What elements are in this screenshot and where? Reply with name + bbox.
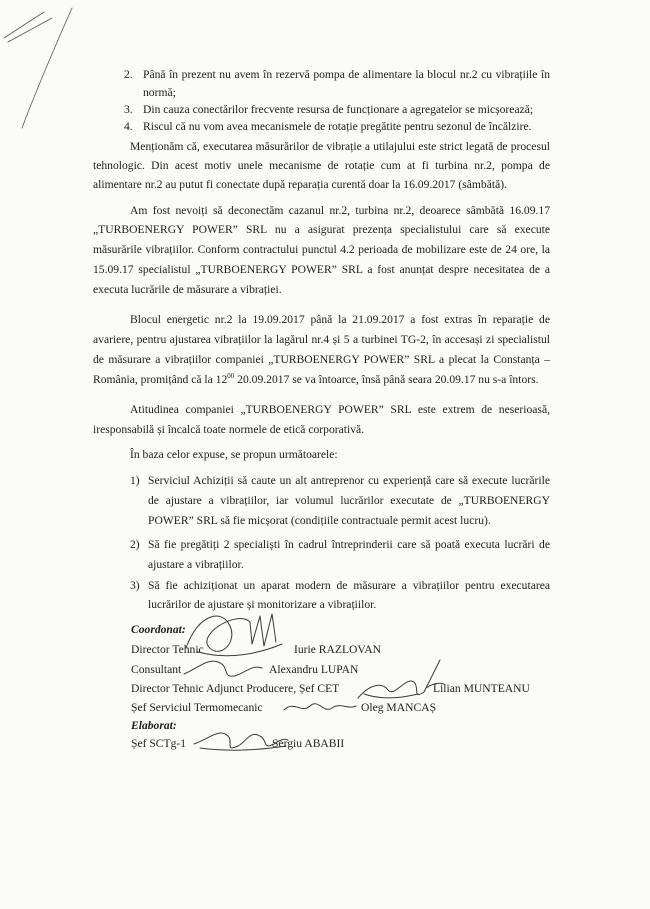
elaborated-name: Sergiu ABABII bbox=[272, 737, 345, 750]
numbered-item-2-line-1: Până în prezent nu avem în rezervă pompa de alimentare la blocul nr.2 cu vibrațiile în bbox=[143, 68, 550, 81]
paragraph-3-line-1: Blocul energetic nr.2 la 19.09.2017 până la 21.09.2017 a fost extras în reparație de bbox=[130, 313, 550, 326]
paragraph-2-line-4: 15.09.17 specialistul „TURBOENERGY POWER” SRL a fost anunțat despre necesitatea de a bbox=[93, 263, 550, 276]
proposal-2-line-2: ajustare a vibrațiilor. bbox=[148, 558, 244, 571]
numbered-item-2-line-2: normă; bbox=[143, 86, 176, 99]
proposals-intro: În baza celor expuse, se propun următoarele: bbox=[130, 448, 338, 461]
coordinator-1-role: Director Tehnic bbox=[131, 643, 204, 656]
elaborated-role: Șef SCTg-1 bbox=[131, 737, 187, 750]
signature-elaborated bbox=[190, 722, 290, 756]
signature-consultant bbox=[178, 648, 268, 684]
proposal-1-line-3: POWER” SRL să fie micșorat (condițiile contractuale permit acest lucru). bbox=[148, 514, 491, 527]
paragraph-2-line-1: Am fost nevoiți să deconectăm cazanul nr.2, turbina nr.2, deoarece sâmbătă 16.09.17 bbox=[130, 204, 550, 217]
paragraph-3-line-4 bbox=[93, 373, 539, 387]
proposal-1-line-1: Serviciul Achiziții să caute un alt antreprenor cu experiență care să execute lucrările bbox=[148, 474, 550, 487]
coordinator-3-name: Lilian MUNTEANU bbox=[433, 682, 530, 695]
pen-marks bbox=[0, 0, 90, 130]
paragraph-2-line-5: executa lucrările de măsurare a vibrației. bbox=[93, 283, 282, 296]
numbered-item-2-number: 2. bbox=[124, 68, 133, 81]
proposal-3-line-1: Să fie achiziționat un aparat modern de măsurare a vibrațiilor pentru executarea bbox=[148, 579, 550, 592]
proposal-1-line-2: de ajustare a vibrațiilor, iar volumul lucrărilor executate de „TURBOENERGY bbox=[148, 494, 550, 507]
paragraph-1-line-2: tehnologic. Din acest motiv unele mecanisme de rotație cum at fi turbina nr.2, pompa de bbox=[93, 159, 550, 172]
paragraph-3-line-4-end: 20.09.2017 se va întoarce, însă până seara 20.09.17 nu s-a întors. bbox=[234, 373, 539, 386]
paragraph-2-line-3: măsurările vibrațiilor. Conform contractului punctul 4.2 perioada de mobilizare este de 24 ore, la bbox=[93, 243, 550, 256]
numbered-item-3-number: 3. bbox=[124, 103, 133, 116]
paragraph-2-line-2: „TURBOENERGY POWER” SRL nu a asigurat prezența specialistului care să execute bbox=[93, 223, 550, 236]
paragraph-1-line-3: alimentare nr.2 au putut fi conectate după reparația curentă doar la 16.09.2017 (sâmbătă). bbox=[93, 178, 507, 191]
coordinator-4-name: Oleg MANCAȘ bbox=[361, 701, 437, 714]
proposal-2-number: 2) bbox=[130, 538, 140, 551]
proposal-1-number: 1) bbox=[130, 474, 140, 487]
numbered-item-3-text: Din cauza conectărilor frecvente resursa de funcționare a agregatelor se micșorează; bbox=[143, 103, 534, 116]
coordinator-2-name: Alexandru LUPAN bbox=[269, 663, 359, 676]
coordinator-4-role: Șef Serviciul Termomecanic bbox=[131, 701, 263, 714]
coordinator-2-role: Consultant bbox=[131, 663, 182, 676]
paragraph-4-line-1: Atitudinea companiei „TURBOENERGY POWER” SRL este extrem de neserioasă, bbox=[130, 403, 550, 416]
time-superscript: 00 bbox=[227, 372, 235, 381]
proposal-3-line-2: lucrărilor de ajustare și monitorizare a vibrațiilor. bbox=[148, 598, 377, 611]
coordinator-1-name: Iurie RAZLOVAN bbox=[294, 643, 382, 656]
proposal-2-line-1: Să fie pregătiți 2 specialiști în cadrul întreprinderii care să poată executa lucrări de bbox=[148, 538, 550, 551]
signature-termomecanic bbox=[280, 694, 360, 720]
proposal-3-number: 3) bbox=[130, 579, 140, 592]
paragraph-3-line-2: avariere, pentru ajustarea vibrațiilor la lagărul nr.4 și 5 a turbinei TG-2, în accesași zi specialistul bbox=[93, 333, 550, 346]
elaborated-heading: Elaborat: bbox=[131, 719, 177, 732]
numbered-item-4-number: 4. bbox=[124, 120, 133, 133]
paragraph-1-line-1: Menționăm că, executarea măsurărilor de vibrație a utilajului este strict legată de procesul bbox=[130, 140, 550, 153]
numbered-item-4-text: Riscul că nu vom avea mecanismele de rotație pregătite pentru sezonul de încălzire. bbox=[143, 120, 532, 133]
coordinator-3-role: Director Tehnic Adjunct Producere, Șef CET bbox=[131, 682, 340, 695]
paragraph-3-line-3: de măsurare a vibrațiilor companiei „TURBOENERGY POWER” SRL a plecat la Constanța – bbox=[93, 353, 550, 366]
paragraph-3-line-4-start: România, promițând că la 12 bbox=[93, 373, 228, 386]
signature-director-adjunct bbox=[352, 654, 448, 706]
coordination-heading: Coordonat: bbox=[131, 623, 186, 636]
paragraph-4-line-2: iresponsabilă și încalcă toate normele de etică corporativă. bbox=[93, 423, 365, 436]
